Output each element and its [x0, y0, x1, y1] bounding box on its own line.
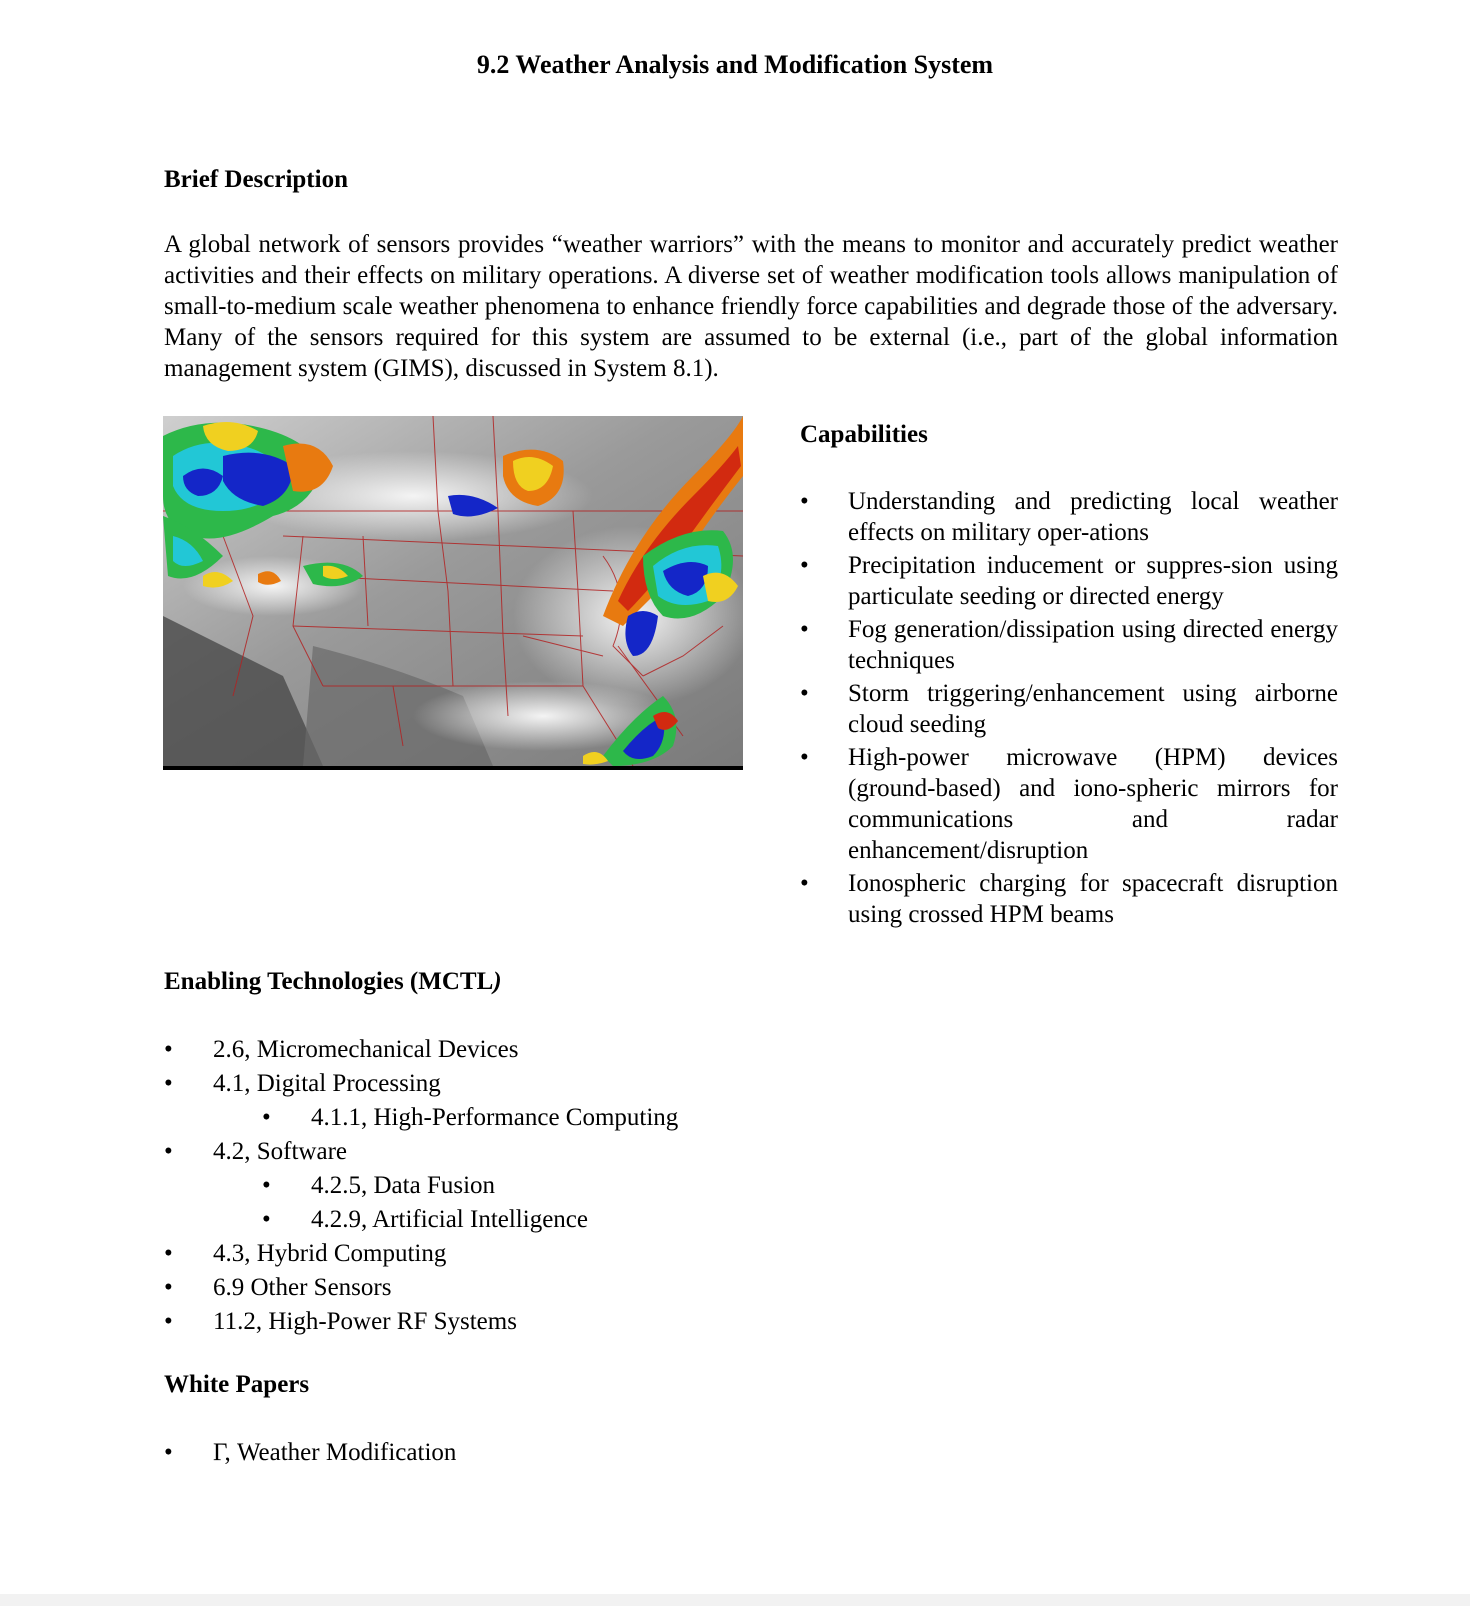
- bullet-icon: •: [262, 1206, 271, 1233]
- bullet-icon: •: [800, 616, 809, 643]
- technology-subitem: [164, 1204, 678, 1238]
- figure-bottom-rule: [163, 766, 743, 770]
- technology-text: 4.1.1, High-Performance Computing: [311, 1104, 679, 1131]
- bullet-icon: •: [164, 1308, 173, 1335]
- technology-text: 11.2, High-Power RF Systems: [213, 1308, 517, 1335]
- capability-text: Fog generation/dissipation using directed energy techniques: [848, 616, 1338, 674]
- bullet-icon: •: [800, 744, 809, 771]
- capability-item: [800, 550, 1338, 612]
- page-title: 9.2 Weather Analysis and Modification System: [476, 50, 994, 79]
- technology-item: [164, 1238, 678, 1272]
- white-papers-list: [164, 1437, 456, 1468]
- viewer-bottom-edge: [0, 1594, 1470, 1606]
- technology-item: [164, 1136, 678, 1170]
- enabling-technologies-list: [164, 1034, 678, 1340]
- bullet-icon: •: [164, 1138, 173, 1165]
- bullet-icon: •: [800, 552, 809, 579]
- technology-text: 4.2.5, Data Fusion: [311, 1172, 496, 1199]
- bullet-icon: •: [262, 1172, 271, 1199]
- white-paper-text: Γ, Weather Modification: [213, 1439, 457, 1466]
- capability-item: [800, 868, 1338, 930]
- technology-text: 4.2.9, Artificial Intelligence: [311, 1206, 588, 1233]
- bullet-icon: •: [800, 488, 809, 515]
- bullet-icon: •: [800, 870, 809, 897]
- technology-item: [164, 1034, 678, 1068]
- capabilities-heading: Capabilities: [800, 421, 928, 448]
- enabling-heading-paren: ): [493, 968, 502, 995]
- capability-text: High-power microwave (HPM) devices (ground-based) and iono-spheric mirrors for communications and radar enhancement/disruption: [848, 744, 1338, 864]
- technology-item: [164, 1068, 678, 1102]
- capability-item: [800, 614, 1338, 676]
- capability-text: Storm triggering/enhancement using airborne cloud seeding: [848, 680, 1338, 738]
- technology-text: 4.3, Hybrid Computing: [213, 1240, 447, 1267]
- bullet-icon: •: [164, 1070, 173, 1097]
- bullet-icon: •: [164, 1240, 173, 1267]
- bullet-icon: •: [800, 680, 809, 707]
- capabilities-list: [800, 486, 1338, 932]
- bullet-icon: •: [262, 1104, 271, 1131]
- brief-description-text: A global network of sensors provides “weather warriors” with the means to monitor and accurately predict weather activities and their effects on military operations. A diverse set of weather modification tools allows manipulation of small-to-medium scale weather phenomena to enhance friendly force capabilities and degrade those of the adversary. Many of the sensors required for this system are assumed to be external (i.e., part of the global information management system (GIMS), discussed in System 8.1).: [164, 231, 1338, 382]
- white-paper-item: [164, 1437, 456, 1468]
- technology-subitem: [164, 1102, 678, 1136]
- bullet-icon: •: [164, 1036, 173, 1063]
- technology-subitem: [164, 1170, 678, 1204]
- capability-text: Ionospheric charging for spacecraft disruption using crossed HPM beams: [848, 870, 1338, 928]
- technology-text: 6.9 Other Sensors: [213, 1274, 392, 1301]
- capability-item: [800, 486, 1338, 548]
- bullet-icon: •: [164, 1274, 173, 1301]
- technology-item: [164, 1272, 678, 1306]
- technology-text: 4.1, Digital Processing: [213, 1070, 441, 1097]
- capability-item: [800, 742, 1338, 866]
- technology-text: 4.2, Software: [213, 1138, 347, 1165]
- technology-text: 2.6, Micromechanical Devices: [213, 1036, 519, 1063]
- brief-description-heading: Brief Description: [164, 166, 348, 193]
- bullet-icon: •: [164, 1439, 173, 1466]
- capability-text: Precipitation inducement or suppres-sion using particulate seeding or directed energy: [848, 552, 1338, 610]
- satellite-weather-map-image: [163, 416, 743, 766]
- technology-item: [164, 1306, 678, 1340]
- white-papers-heading: White Papers: [164, 1371, 310, 1398]
- capability-item: [800, 678, 1338, 740]
- enabling-heading-text: Enabling Technologies (MCTL: [164, 968, 494, 995]
- capability-text: Understanding and predicting local weather effects on military oper-ations: [848, 488, 1338, 546]
- enabling-technologies-heading: [164, 968, 502, 996]
